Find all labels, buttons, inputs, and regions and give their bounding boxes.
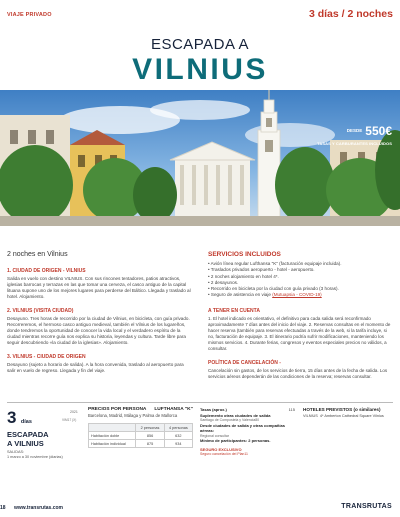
insurance-title: SEGURO EXCLUSIVO: [200, 446, 242, 452]
itinerary-column: [7, 251, 193, 382]
supplement-cities: Santiago de Compostela y Valencia: [200, 418, 256, 422]
hotel-city: VILNIUS: [303, 414, 318, 418]
day-title: 3. VILNIUS - CIUDAD DE ORIGEN: [7, 354, 86, 360]
column-header: [89, 424, 136, 432]
service-item: [208, 292, 394, 298]
brand-logo: TRANSRUTAS: [341, 503, 392, 510]
service-item-text: • Seguro de asistencia en viaje: [208, 292, 273, 298]
day-text: Desayuno (sujeto a horario de salida). A la hora convenida, traslado al aeropuerto para salir en vuelo de regreso. Llegada y fin del viaje.: [7, 362, 184, 373]
hero-image: [0, 90, 400, 226]
price-value: 550€: [365, 124, 392, 138]
other-departures-label: Desde ciudades de salida y otras compañías aéreas:: [200, 422, 285, 433]
vilnius-cathedral-illustration: [0, 90, 400, 226]
divider: [7, 402, 393, 403]
service-item: • 2 noches alojamiento en hotel 4*.: [208, 273, 279, 279]
insurance-row: [200, 452, 295, 457]
supplement-value: 80: [255, 418, 260, 422]
day-title: 1. CIUDAD DE ORIGEN - VILNIUS: [7, 268, 86, 274]
trip-summary: [7, 410, 82, 459]
prices-table: [88, 423, 193, 448]
hotels-header: HOTELES PREVISTOS (o similares): [303, 407, 381, 412]
airline-label: LUFTHANSA "K": [154, 407, 193, 412]
table-row: [89, 432, 193, 440]
prices-header: [88, 407, 193, 412]
day-text: Desayuno. Tres horas de recorrido por la ciudad de Vilnius, en bicicleta, con guía privado. Recorreremos, el hermoso casco antiguo medieval, también el Vilnius de los lugareños, donde tendremos la oportunidad de conocer la vida local y el verdadero espíritu de la ciudad mientras recorre guía nos explica su historia, leyendas y cultura. Tarde libre para seguir descubriendo «la ciudad de la iglesias». Alojamiento.: [7, 316, 190, 345]
price-cell: 856: [136, 432, 164, 440]
services-title: SERVICIOS INCLUIDOS: [208, 251, 281, 258]
departures-dates: 1 marzo a 30 noviembre (diarias): [7, 454, 63, 459]
other-departures-sub: Regional consultar: [200, 433, 229, 438]
hotel-name: 4* Amberton Cathedral Square Vilnius: [319, 414, 384, 418]
price-from-label: DESDE: [346, 128, 363, 134]
summary-title-line1: ESCAPADA: [7, 430, 49, 439]
title-block: [0, 36, 400, 87]
service-item: • Recorrido en bicicleta por la ciudad con guía privado (3 horas).: [208, 286, 339, 292]
cancellation-title: POLÍTICA DE CANCELACIÓN -: [208, 359, 281, 366]
services-list: [208, 261, 394, 299]
page-subtitle: ESCAPADA A: [150, 36, 250, 53]
insurance-label: Seguro cancelación del Plan: [200, 451, 245, 456]
notes-text: 1. El hotel indicado es orientativo, el definitivo para cada salida será reconfirmado aproximadamente 7 días antes del inicio del viaje. 2. Reservas consultas en el momento de hacer reserva (también para reservas efectuadas a través de la web, si la tarifa incluye, si no, facturación de equipaje. 3. El itinerario podría sufrir modificaciones, manteniendo los mismos servicios. 4. Durante ferias, congresos y eventos especiales precios no válidos, a consultar.: [208, 315, 391, 351]
hotel-row: [303, 414, 395, 418]
trip-duration: 3 días / 2 noches: [308, 8, 393, 20]
min-participants: Mínimo de participantes: 2 personas.: [200, 438, 271, 443]
cancellation-text: Cancelación sin gastos, de los servicios de tierra, 15 días antes de la fecha de salida. Los servicios aéreos dependerán de las condiciones de la reserva; reservas consultar.: [208, 367, 388, 379]
itinerary-day: [7, 354, 193, 374]
day-text: Salida en vuelo con destino VILNIUS. Con sus rincones tentadores, patios atractivos, iglesias barrocas y terrazas en las que tomar una cerveza, el casco antiguo de la capital lituana supone uno de los mejores lugares para perderse del Báltico. Llegada y traslado al hotel. Alojamiento.: [7, 276, 191, 299]
catalog-year: 2021: [70, 410, 78, 414]
prices-route: Barcelona, Madrid, Málaga y Palma de Mallorca: [88, 413, 178, 418]
hotels-block: [303, 407, 395, 418]
itinerary-intro: 2 noches en Vilnius: [7, 251, 68, 258]
room-type: Habitación doble: [89, 432, 136, 440]
table-header-row: [89, 424, 193, 432]
price-cell: 875: [136, 440, 164, 448]
supplements-block: [200, 407, 295, 456]
services-column: [208, 251, 394, 388]
page-number: 18: [0, 505, 6, 511]
tax-value: 115: [288, 407, 295, 412]
price-note: TASAS Y CARBURANTES INCLUIDOS: [317, 141, 392, 146]
insurance-link[interactable]: (Mutuapsia - COVID-19): [272, 292, 322, 298]
website-link[interactable]: www.transrutas.com: [14, 505, 63, 511]
days-number: 3: [7, 408, 17, 427]
trip-code: VIM17 (X): [62, 418, 77, 422]
table-row: [89, 440, 193, 448]
day-title: 2. VILNIUS (VISITA CIUDAD): [7, 308, 74, 314]
itinerary-day: [7, 308, 193, 346]
notes-title: A TENER EN CUENTA: [208, 307, 260, 314]
supplement-label: Suplemento otras ciudades de salida: [200, 412, 271, 418]
column-header: 2 personas: [136, 424, 164, 432]
service-item: • 2 desayunos.: [208, 279, 239, 285]
days-word: días: [20, 419, 32, 425]
column-header: 4 personas: [164, 424, 192, 432]
page-title: VILNIUS: [132, 53, 268, 86]
footer: [0, 500, 400, 517]
service-item: • Traslados privados aeropuerto - hotel - aeropuerto.: [208, 267, 315, 273]
price-cell: 934: [164, 440, 192, 448]
insurance-value: 11: [244, 451, 249, 456]
itinerary-day: [7, 268, 193, 300]
price-cell: 632: [164, 432, 192, 440]
price-tag: [317, 122, 392, 146]
departures-label: SALIDAS:: [7, 450, 25, 454]
tax-label: Tasas (aprox.): [200, 407, 227, 412]
room-type: Habitación individual: [89, 440, 136, 448]
private-trip-badge: VIAJE PRIVADO: [7, 12, 52, 18]
service-item: • Avión línea regular Lufthansa "K" (facturación equipaje incluida).: [208, 261, 342, 266]
prices-title: PRECIOS POR PERSONA: [88, 407, 147, 412]
prices-block: [88, 407, 193, 448]
top-bar: [0, 0, 400, 30]
summary-title-line2: A VILNIUS: [7, 438, 44, 448]
